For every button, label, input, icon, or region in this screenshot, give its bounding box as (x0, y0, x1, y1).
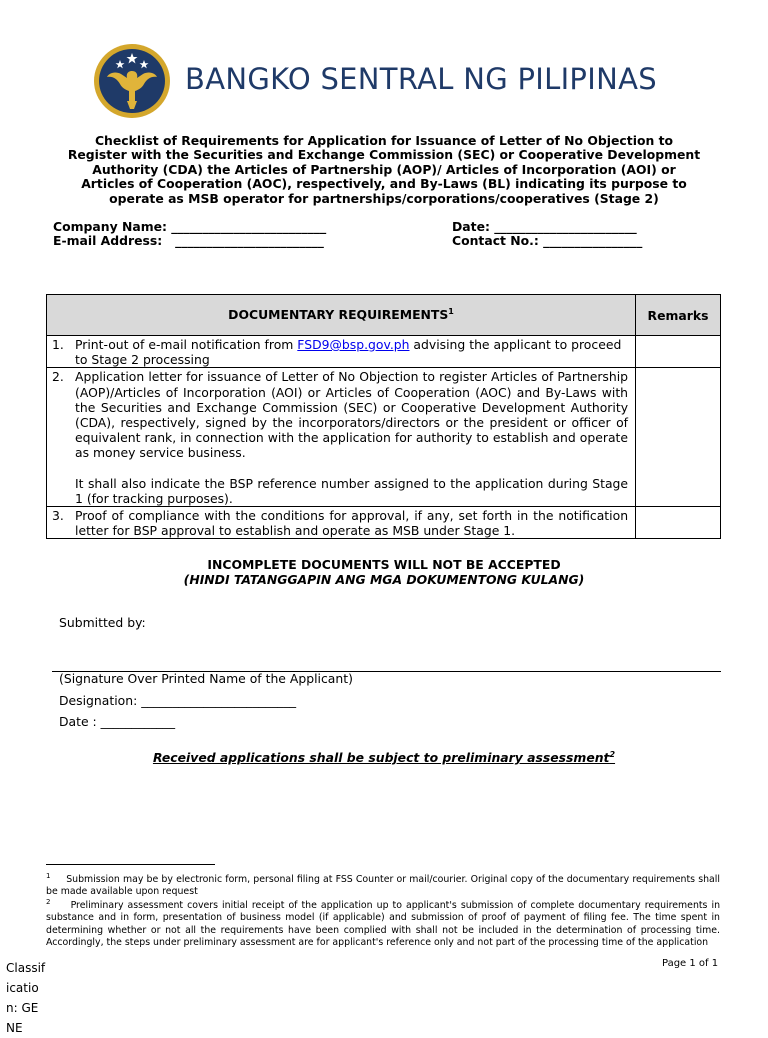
table-row (47, 507, 721, 539)
remarks-column-header: Remarks (636, 295, 721, 336)
remarks-cell[interactable] (636, 336, 721, 368)
table-row (47, 336, 721, 368)
date-field[interactable]: Date: _______________________ (452, 219, 637, 234)
requirement-cell: 1. Print-out of e-mail notification from FSD9@bsp.gov.ph advising the applicant to proceed to Stage 2 processing (47, 336, 636, 368)
bsp-seal-logo (93, 43, 171, 119)
requirement-text: Application letter for issuance of Letter of No Objection to register Articles of Partnership (AOP)/Articles of Incorporation (AOI) or Articles of Cooperation (AOC) and By-Laws with the Securities and Exchange Commission (SEC) or Cooperative Development Authority (CDA), respectively, signed by the incorporators/directors or the president or officer of equivalent rank, in connection with the application for authority to establish and operate as money service business. (75, 369, 629, 461)
title-line: Articles of Cooperation (AOC), respectively, and By-Laws (BL) indicating its purpose to (81, 176, 687, 192)
item-number: 3. (52, 508, 64, 524)
classification-label: Classification: GENE (6, 961, 46, 1035)
signature-date-field[interactable]: Date : ____________ (59, 714, 176, 729)
incomplete-documents-notice (50, 558, 718, 587)
page-number: Page 1 of 1 (662, 958, 719, 969)
submitted-by-label: Submitted by: (59, 615, 146, 630)
requirement-cell (47, 368, 636, 507)
signature-caption: (Signature Over Printed Name of the Applicant) (59, 671, 353, 686)
table-header-row (47, 295, 721, 336)
footnote-1: $^1$ Submission may be by electronic form, personal filing at FSS Counter or mail/courier. Original copy of the documentary requirements shall be made available upon request (46, 872, 720, 898)
bank-name: BANGKO SENTRAL NG PILIPINAS (185, 62, 657, 96)
fsd9-email-link[interactable]: FSD9@bsp.gov.ph (297, 337, 410, 352)
footnote-ref: 1 (448, 307, 454, 317)
remarks-cell[interactable] (636, 507, 721, 539)
notice-line: INCOMPLETE DOCUMENTS WILL NOT BE ACCEPTED (207, 557, 561, 572)
requirements-column-header: DOCUMENTARY REQUIREMENTS$^1$ (47, 295, 636, 336)
notice-line: (HINDI TATANGGAPIN ANG MGA DOKUMENTONG KULANG) (183, 571, 585, 587)
requirement-text: Proof of compliance with the conditions for approval, if any, set forth in the notification letter for BSP approval to establish and operate as MSB under Stage 1. (75, 508, 629, 539)
document-title (50, 134, 718, 206)
requirements-table (46, 294, 721, 539)
requirement-cell (47, 507, 636, 539)
item-number: 2. (52, 369, 64, 385)
footnote-separator (46, 864, 215, 865)
company-name-field[interactable]: Company Name: _________________________ (53, 219, 327, 234)
title-line: Authority (CDA) the Articles of Partnership (AOP)/ Articles of Incorporation (AOI) or (92, 161, 676, 177)
table-row (47, 368, 721, 507)
remarks-cell[interactable] (636, 368, 721, 507)
requirement-text: It shall also indicate the BSP reference number assigned to the application during Stage 1 (for tracking purposes). (75, 475, 629, 506)
footnote-ref: 2 (609, 750, 616, 759)
title-line: Register with the Securities and Exchange Commission (SEC) or Cooperative Development (67, 147, 701, 163)
title-line: operate as MSB operator for partnerships/corporations/cooperatives (Stage 2) (109, 190, 659, 206)
email-address-field[interactable]: E-mail Address: ________________________ (53, 233, 324, 248)
contact-no-field[interactable]: Contact No.: ________________ (452, 233, 643, 248)
footnote-2: $^2$ Preliminary assessment covers initial receipt of the application up to applicant's submission of complete documentary requirements in substance and in form, presentation of business model (if applicable) and submission of proof of payment of filing fee. The time spent in determining whether or not all the requirements have been complied with shall not be included in the determination of processing time. Accordingly, the steps under preliminary assessment are for applicant's reference only and not part of the processing time of the application (46, 898, 721, 948)
preliminary-assessment-notice: Received applications shall be subject to preliminary assessment$^2$ (152, 750, 616, 766)
title-line: Checklist of Requirements for Application for Issuance of Letter of No Objection to (94, 133, 674, 148)
item-number: 1. (52, 337, 64, 352)
designation-field[interactable]: Designation: _________________________ (59, 693, 297, 708)
